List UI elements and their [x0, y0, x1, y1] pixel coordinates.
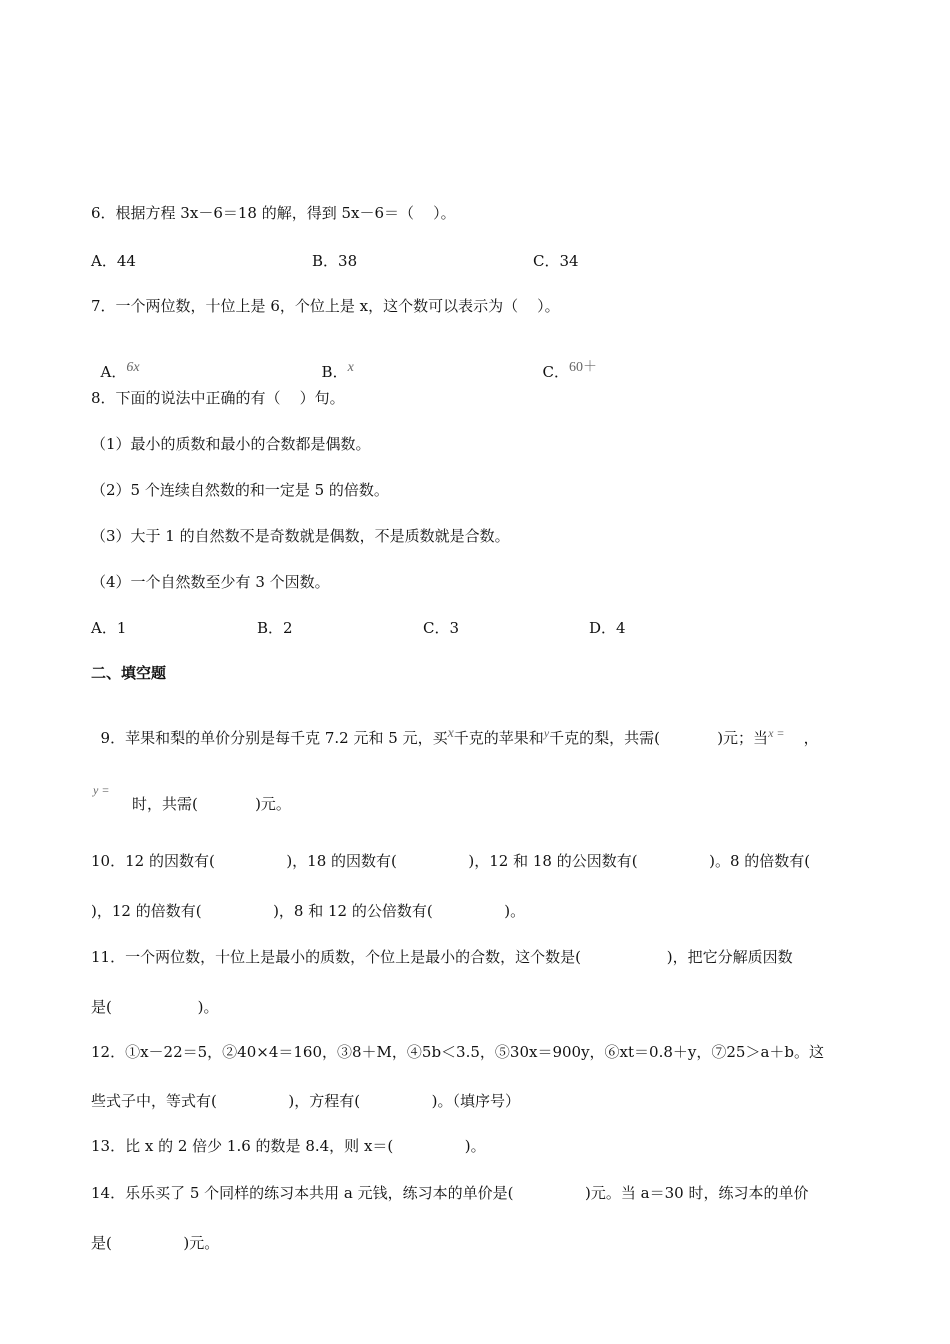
q13-stem: 13．比 x 的 2 倍少 1.6 的数是 8.4，则 x＝( )。 — [91, 1137, 486, 1155]
q9-part-2: 千克的苹果和 — [453, 729, 544, 747]
q8-option-b: B．2 — [257, 619, 293, 637]
q6-option-b: B．38 — [312, 252, 358, 270]
q9-part-1: 9．苹果和梨的单价分别是每千克 7.2 元和 5 元，买 — [100, 729, 448, 747]
q7-stem: 7．一个两位数，十位上是 6，个位上是 x，这个数可以表示为（ ）。 — [91, 297, 560, 315]
q8-statement-4: （4）一个自然数至少有 3 个因数。 — [91, 573, 330, 591]
q7-option-b-math: x — [347, 360, 354, 375]
q9-math-x-eq: x = — [768, 726, 785, 740]
q7-option-c-label: C． — [542, 363, 570, 381]
q8-stem: 8．下面的说法中正确的有（ ）句。 — [91, 389, 345, 407]
q9-part-5: 时，共需( )元。 — [132, 795, 291, 813]
q9-part-4: ， — [784, 729, 819, 747]
section-fill-in-title: 二、填空题 — [91, 664, 167, 682]
q12-line-1: 12．①x－22＝5，②40×4＝160，③8＋M，④5b＜3.5，⑤30x＝900y，⑥xt＝0.8＋y，⑦25＞a＋b。这 — [91, 1043, 825, 1061]
q10-line-2: )，12 的倍数有( )，8 和 12 的公倍数有( )。 — [91, 902, 526, 920]
q7-option-a-label: A． — [100, 363, 127, 381]
q9-line-1 — [91, 708, 819, 750]
q8-statement-1: （1）最小的质数和最小的合数都是偶数。 — [91, 435, 371, 453]
q12-line-2: 些式子中，等式有( )，方程有( )。（填序号） — [91, 1092, 520, 1110]
q9-part-3: 千克的梨，共需( )元；当 — [549, 729, 769, 747]
q9-math-y: y — [543, 726, 550, 740]
q10-line-1: 10．12 的因数有( )，18 的因数有( )，12 和 18 的公因数有( )。8 的倍数有( — [91, 852, 811, 870]
q9-math-y-eq: y = — [93, 783, 110, 797]
q7-option-c-math: 60＋ — [569, 360, 598, 375]
q11-line-1: 11．一个两位数，十位上是最小的质数，个位上是最小的合数，这个数是( )，把它分解质因数 — [91, 948, 793, 966]
q8-option-c: C．3 — [423, 619, 460, 637]
q8-option-d: D．4 — [589, 619, 626, 637]
q7-option-b-label: B． — [321, 363, 348, 381]
q8-statement-3: （3）大于 1 的自然数不是奇数就是偶数，不是质数就是合数。 — [91, 527, 510, 545]
q6-option-a: A．44 — [91, 252, 136, 270]
q7-option-b — [312, 342, 354, 384]
q14-line-2: 是( )元。 — [91, 1234, 220, 1252]
q8-statement-2: （2）5 个连续自然数的和一定是 5 的倍数。 — [91, 481, 389, 499]
q8-option-a: A．1 — [91, 619, 127, 637]
q6-option-c: C．34 — [533, 252, 579, 270]
q14-line-1: 14．乐乐买了 5 个同样的练习本共用 a 元钱，练习本的单价是( )元。当 a＝30 时，练习本的单价 — [91, 1184, 809, 1202]
q7-option-c — [533, 342, 597, 384]
q6-stem: 6．根据方程 3x－6＝18 的解，得到 5x－6＝（ ）。 — [91, 204, 456, 222]
q11-line-2: 是( )。 — [91, 998, 219, 1016]
q7-option-a — [91, 342, 140, 384]
q9-math-x: x — [447, 726, 454, 741]
q7-option-a-math: 6x — [126, 360, 140, 375]
